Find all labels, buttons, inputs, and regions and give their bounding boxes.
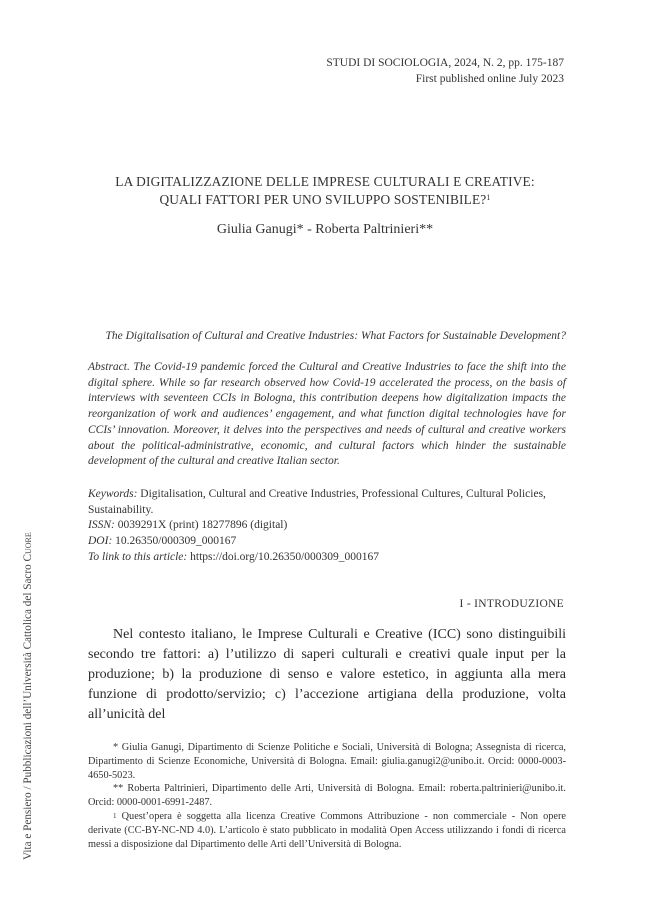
english-title: The Digitalisation of Cultural and Creative Industries: What Factors for Sustainable Development? — [105, 330, 566, 342]
issn: ISSN: 0039291X (print) 18277896 (digital) — [88, 519, 288, 532]
journal-header — [326, 55, 564, 87]
footnote-license: $^1$ Quest’opera è soggetta alla licenza Creative Commons Attribuzione - non commerciale - Non opere derivate (CC-BY-NC-ND 4.0). L’articolo è stato pubblicato in modalità Open Access utilizzando i fondi di ricerca messi a disposizione dal Dipartimento delle Arti dell’Università di Bologna. — [88, 810, 566, 850]
footnote-author-2: ** Roberta Paltrinieri, Dipartimento delle Arti, Università di Bologna. Email: roberta.paltrinieri@unibo.it. Orcid: 0000-0001-6991-2487. — [88, 783, 566, 809]
body-text — [88, 625, 566, 725]
keywords: Keywords: Digitalisation, Cultural and Creative Industries, Professional Cultures, Cultural Policies, Sustainability. — [88, 488, 546, 516]
doi-link[interactable]: https://doi.org/10.26350/000309_000167 — [190, 550, 380, 563]
footnote-author-1: * Giulia Ganugi, Dipartimento di Scienze Politiche e Sociali, Università di Bologna; Assegnista di ricerca, Dipartimento di Scienze Economiche, Università di Bologna. Email: giulia.ganugi2@unibo.it. Orcid: 0000-0003-4650-5023. — [88, 742, 566, 781]
footnotes — [88, 741, 566, 851]
article-metadata — [88, 487, 566, 566]
authors: Giulia Ganugi* - Roberta Paltrinieri** — [216, 222, 434, 237]
publication-date: First published online July 2023 — [415, 73, 564, 85]
body-paragraph: Nel contesto italiano, le Imprese Culturali e Creative (ICC) sono distinguibili secondo tre fattori: a) l’utilizzo di saperi culturali e creativi quale input per la produzione; b) la produzione di senso e valore estetico, in aggiunta alla mera funzione di prodotto/servizio; c) l’accezione artigiana della produzione, volta all’unicità del — [88, 627, 566, 722]
journal-citation: STUDI DI SOCIOLOGIA, 2024, N. 2, pp. 175-187 — [326, 57, 564, 69]
title-line-2: QUALI FATTORI PER UNO SVILUPPO SOSTENIBILE?$^1$ — [159, 192, 491, 207]
abstract: Abstract. The Covid-19 pandemic forced the Cultural and Creative Industries to face the shift into the digital sphere. While so far research observed how Covid-19 accelerated the process, on the basis of interviews with seventeen CCIs in Bologna, this contribution deepens how digitalization impacts the reorganization of work and audiences’ engagement, and what function digital technologies have for CCIs’ innovation. Moreover, it delves into the perspectives and needs of cultural and creative workers about the political-administrative, economic, and cultural factors which hinder the sustainable development of the cultural and creative Italian sector. — [88, 361, 566, 468]
article-title — [60, 173, 590, 209]
footnote-marker: 1 — [486, 193, 491, 202]
doi: DOI: 10.26350/000309_000167 — [88, 535, 237, 548]
article-link: To link to this article: https://doi.org/10.26350/000309_000167 — [88, 550, 380, 563]
publisher-side-text: Vita e Pensiero / Pubblicazioni dell’Università Cattolica del Sacro Cuore — [22, 532, 34, 860]
title-line-1: LA DIGITALIZZAZIONE DELLE IMPRESE CULTURALI E CREATIVE: — [115, 174, 535, 189]
section-heading: I - INTRODUZIONE — [459, 598, 564, 610]
